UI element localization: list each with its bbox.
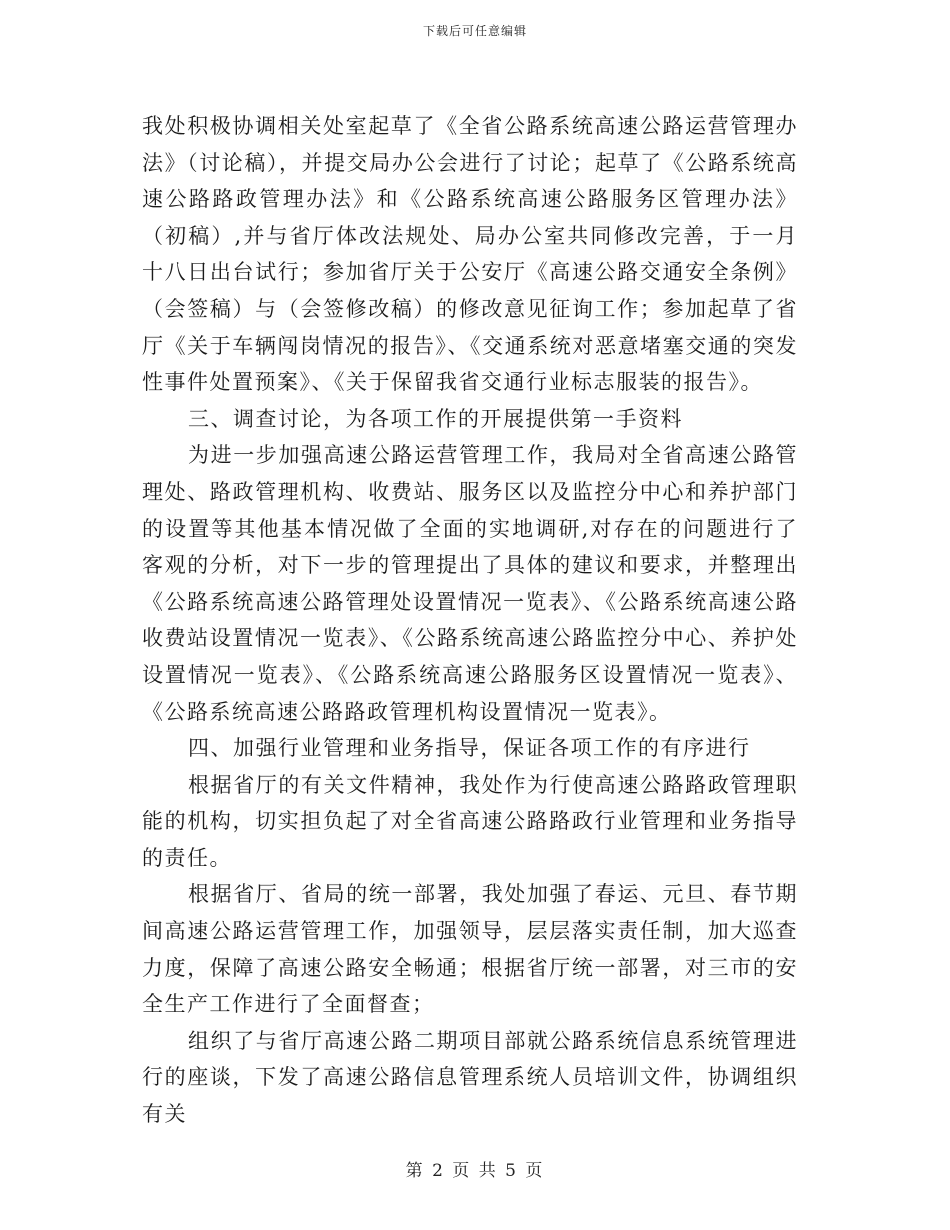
section-heading-3: 三、调查讨论，为各项工作的开展提供第一手资料	[188, 406, 683, 431]
page-number-footer: 第 2 页 共 5 页	[405, 1161, 545, 1181]
paragraph-3: 根据省厅的有关文件精神，我处作为行使高速公路路政管理职能的机构，切实担负起了对全省高速公路路政行业管理和业务指导的责任。	[142, 772, 798, 870]
paragraph-2: 为进一步加强高速公路运营管理工作，我局对全省高速公路管理处、路政管理机构、收费站、服务区以及监控分中心和养护部门的设置等其他基本情况做了全面的实地调研,对存在的问题进行了客观的分析，对下一步的管理提出了具体的建议和要求，并整理出《公路系统高速公路管理处设置情况一览表》、《公路系统高速公路收费站设置情况一览表》、《公路系统高速公路监控分中心、养护处设置情况一览表》、《公路系统高速公路服务区设置情况一览表》、《公路系统高速公路路政管理机构设置情况一览表》。	[142, 443, 798, 724]
paragraph-4: 根据省厅、省局的统一部署，我处加强了春运、元旦、春节期间高速公路运营管理工作，加强领导，层层落实责任制，加大巡查力度，保障了高速公路安全畅通；根据省厅统一部署，对三市的安全生产工作进行了全面督查；	[142, 882, 798, 1017]
section-heading-4: 四、加强行业管理和业务指导，保证各项工作的有序进行	[188, 736, 751, 761]
header-note: 下载后可任意编辑	[422, 24, 527, 38]
document-body	[142, 108, 798, 1133]
paragraph-5: 组织了与省厅高速公路二期项目部就公路系统信息系统管理进行的座谈，下发了高速公路信息管理系统人员培训文件，协调组织有关	[142, 1028, 798, 1127]
paragraph-1: 我处积极协调相关处室起草了《全省公路系统高速公路运营管理办法》（讨论稿），并提交局办公会进行了讨论；起草了《公路系统高速公路路政管理办法》和《公路系统高速公路服务区管理办法》（初稿）,并与省厅体改法规处、局办公室共同修改完善，于一月十八日出台试行；参加省厅关于公安厅《高速公路交通安全条例》（会签稿）与（会签修改稿）的修改意见征询工作；参加起草了省厅《关于车辆闯岗情况的报告》、《交通系统对恶意堵塞交通的突发性事件处置预案》、《关于保留我省交通行业标志服装的报告》。	[142, 114, 798, 395]
